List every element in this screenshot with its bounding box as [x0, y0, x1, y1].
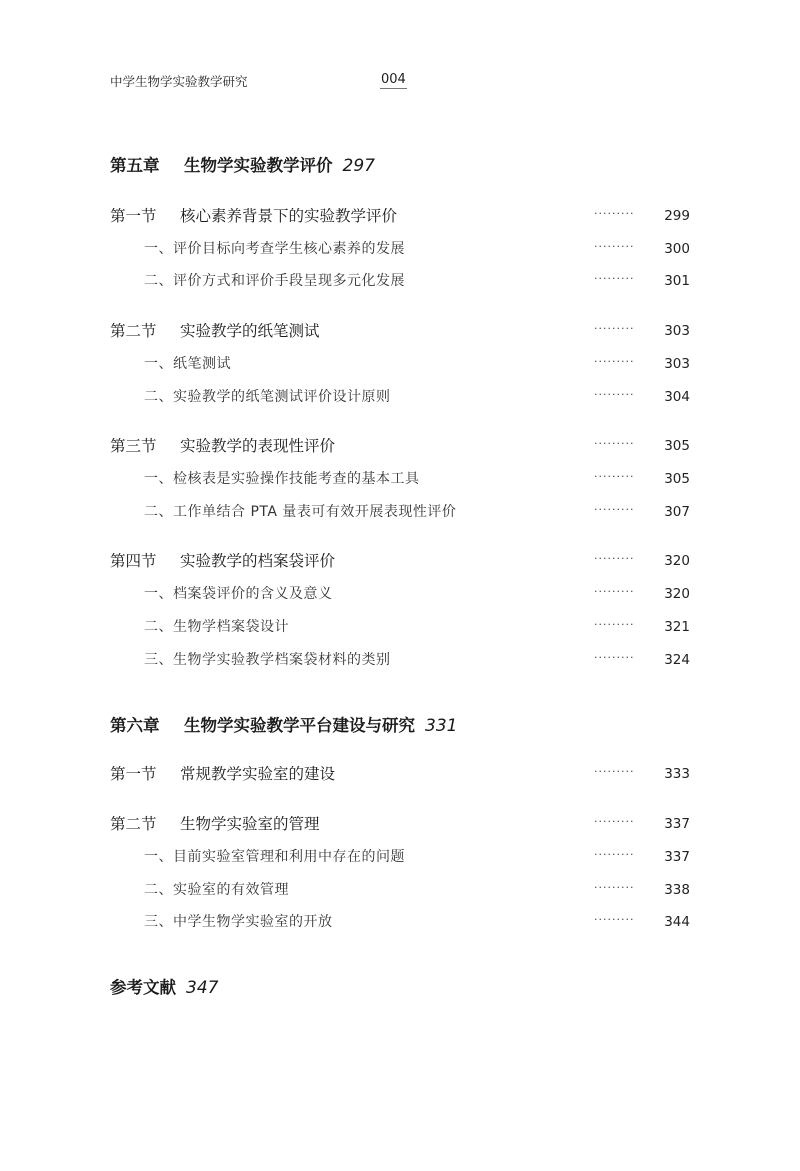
section-title: 生物学实验室的管理 — [180, 815, 320, 833]
references-page: 347 — [186, 978, 219, 998]
chapter-page: 331 — [425, 716, 458, 736]
dot-leader: ········· — [594, 651, 635, 664]
item-title: 一、档案袋评价的含义及意义 — [144, 586, 333, 602]
book-title: 中学生物学实验教学研究 — [110, 74, 248, 89]
dot-leader: ········· — [594, 552, 635, 565]
item-title: 一、纸笔测试 — [144, 356, 231, 372]
toc-section[interactable] — [110, 205, 690, 227]
references-title: 参考文献 — [110, 978, 176, 997]
dot-leader: ········· — [594, 503, 635, 516]
page-ref: 324 — [664, 652, 690, 668]
dot-leader: ········· — [594, 355, 635, 368]
section-number: 第三节 — [110, 437, 157, 455]
page-ref: 344 — [664, 914, 690, 930]
page-ref: 337 — [664, 816, 690, 832]
dot-leader: ········· — [594, 207, 635, 220]
page-ref: 321 — [664, 619, 690, 635]
page-ref: 304 — [664, 389, 690, 405]
dot-leader: ········· — [594, 272, 635, 285]
page-ref: 301 — [664, 273, 690, 289]
item-title: 二、生物学档案袋设计 — [144, 619, 289, 635]
dot-leader: ········· — [594, 848, 635, 861]
dot-leader: ········· — [594, 913, 635, 926]
page-ref: 338 — [664, 882, 690, 898]
chapter-title: 生物学实验教学评价 — [184, 156, 333, 175]
section-title: 实验教学的表现性评价 — [180, 437, 336, 455]
item-title: 二、实验室的有效管理 — [144, 882, 289, 898]
dot-leader: ········· — [594, 618, 635, 631]
toc-section[interactable] — [110, 813, 690, 835]
page-number: 004 — [381, 72, 406, 87]
toc-item[interactable] — [110, 616, 690, 638]
chapter-label: 第六章 — [110, 716, 160, 735]
page-ref: 333 — [664, 766, 690, 782]
toc-item[interactable] — [110, 879, 690, 901]
dot-leader: ········· — [594, 881, 635, 894]
page-ref: 305 — [664, 471, 690, 487]
page-ref: 320 — [664, 553, 690, 569]
item-title: 三、生物学实验教学档案袋材料的类别 — [144, 652, 391, 668]
page-ref: 305 — [664, 438, 690, 454]
dot-leader: ········· — [594, 437, 635, 450]
item-title: 一、目前实验室管理和利用中存在的问题 — [144, 849, 405, 865]
page-ref: 307 — [664, 504, 690, 520]
section-number: 第二节 — [110, 815, 157, 833]
toc-item[interactable] — [110, 846, 690, 868]
toc-item[interactable] — [110, 911, 690, 933]
item-title: 二、实验教学的纸笔测试评价设计原则 — [144, 389, 391, 405]
section-number: 第四节 — [110, 552, 157, 570]
references-heading[interactable] — [110, 976, 218, 1000]
dot-leader: ········· — [594, 815, 635, 828]
chapter-heading[interactable] — [110, 154, 375, 178]
toc-item[interactable] — [110, 468, 690, 490]
toc-section[interactable] — [110, 320, 690, 342]
section-title: 实验教学的档案袋评价 — [180, 552, 336, 570]
chapter-heading[interactable] — [110, 714, 457, 738]
item-title: 三、中学生物学实验室的开放 — [144, 914, 333, 930]
dot-leader: ········· — [594, 470, 635, 483]
page-ref: 303 — [664, 323, 690, 339]
toc-item[interactable] — [110, 238, 690, 260]
page-ref: 303 — [664, 356, 690, 372]
toc-section[interactable] — [110, 435, 690, 457]
chapter-page: 297 — [342, 156, 375, 176]
page-ref: 320 — [664, 586, 690, 602]
item-title: 一、评价目标向考查学生核心素养的发展 — [144, 241, 405, 257]
dot-leader: ········· — [594, 322, 635, 335]
item-title: 二、工作单结合 PTA 量表可有效开展表现性评价 — [144, 504, 457, 520]
item-title: 二、评价方式和评价手段呈现多元化发展 — [144, 273, 405, 289]
page-ref: 300 — [664, 241, 690, 257]
dot-leader: ········· — [594, 388, 635, 401]
section-number: 第一节 — [110, 765, 157, 783]
item-title: 一、检核表是实验操作技能考查的基本工具 — [144, 471, 420, 487]
toc-section[interactable] — [110, 763, 690, 785]
dot-leader: ········· — [594, 765, 635, 778]
toc-item[interactable] — [110, 353, 690, 375]
section-number: 第二节 — [110, 322, 157, 340]
dot-leader: ········· — [594, 585, 635, 598]
page-ref: 337 — [664, 849, 690, 865]
section-title: 实验教学的纸笔测试 — [180, 322, 320, 340]
section-number: 第一节 — [110, 207, 157, 225]
chapter-title: 生物学实验教学平台建设与研究 — [184, 716, 415, 735]
toc-item[interactable] — [110, 270, 690, 292]
running-header — [110, 72, 690, 92]
chapter-label: 第五章 — [110, 156, 160, 175]
toc-item[interactable] — [110, 386, 690, 408]
section-title: 常规教学实验室的建设 — [180, 765, 336, 783]
toc-item[interactable] — [110, 583, 690, 605]
toc-section[interactable] — [110, 550, 690, 572]
toc-item[interactable] — [110, 649, 690, 671]
dot-leader: ········· — [594, 240, 635, 253]
section-title: 核心素养背景下的实验教学评价 — [180, 207, 398, 225]
page-ref: 299 — [664, 208, 690, 224]
toc-item[interactable] — [110, 501, 690, 523]
